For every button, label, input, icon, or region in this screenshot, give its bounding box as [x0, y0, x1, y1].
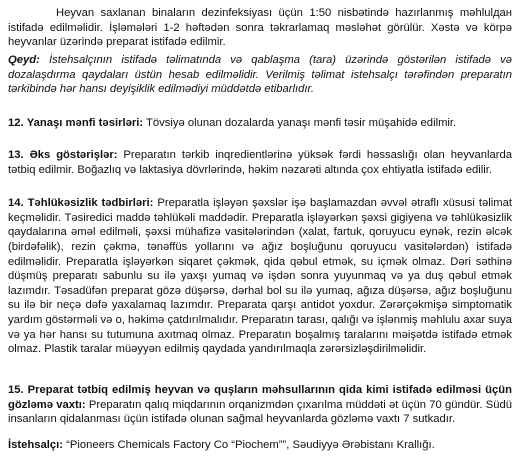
section-title: Preparat tətbiq edilmiş heyvan və quşların məhsullarının qida kimi istifadə edilməsi üçün gözləmə vaxtı:: [8, 384, 512, 411]
intro-text: Heyvan saxlanan binaların dezinfeksiyası üçün 1:50 nisbətində hazırlanmış məhlulдан istifadə edilməlidir. İşləmələri 1-2 həftədən sonra təkrarlamaq məsləhət görülür. Xəstə və körpə heyvanlar üzərində preparat istifadə edilmir.: [8, 7, 512, 49]
section-title: Əks göstərişlər:: [29, 149, 118, 161]
manufacturer-paragraph: [8, 438, 512, 453]
note-text: İstehsalçının istifadə təlimatında və qablaşma (tara) üzərində göstərilən istifadə və dozalaşdırma qaydaları üstün hesab edilməlidir. Verilmiş təlimat istehsalçı tərəfindən preparatın tərkibində hər hansı deyişiklik edilmədiyi müddətdə etibarlıdır.: [8, 54, 512, 96]
section-number: 14.: [8, 197, 24, 209]
section-text: Tövsiyə olunan dozalarda yanaşı mənfi təsir müşahidə edilmir.: [146, 117, 457, 129]
section-text: Preparatın tərkib inqredientlərinə yüksək fərdi həssaslığı olan heyvanlarda tətbiq edilmir. Boğazlıq və laktasiya dövrlərində, həkim nəzarəti altında çox ehtiyatla istifadə edilir.: [8, 149, 512, 176]
note-label: Qeyd:: [8, 54, 40, 66]
intro-paragraph: [8, 6, 512, 50]
section-text: Preparatla işləyən şəxslər işə başlamazdan əvvəl ətraflı xüsusi təlimat keçməlidir. Təsiredici maddə təhlükəli maddədir. Preparatla işləyərkən şəxsi gigiyena və təhlükəsizlik qaydalarına əməl edilməli, şəxsi mühafizə vasitələrindən (xalat, fartuk, qoruyucu eynək, rezin əlcək (birdəfəlik), rezin çəkmə, tənəffüs yollarını və ağız boşluğunu qoruyucu vasitələrdən) istifadə edilməlidir. Preparatla işləyərkən siqaret çəkmək, qida qəbul etmək, su içmək olmaz. Dəri səthinə düşmüş preparatı sabunlu su ilə yaxşı yumaq və işdən sonra yuyunmaq və ya duş qəbul etmək lazımdır. Təsadüfən preparat gözə düşərsə, dərhal bol su ilə yumaq, ağıza düşərsə, ağız boşluğunu su ilə bir neçə dəfə yaxalamaq lazımdır. Preparata qarşı antidot yoxdur. Zərərçəkmişə simptomatik yardım göstərməli və o, həkimə çatdırılmalıdır. Preparatın tarası, qalığı və işlənmiş məhlulu axar suya və ya hər hansı su tutumuna axıtmaq olmaz. Preparatın boşalmış taralarını məişətdə istifadə etmək olmaz. Plastik taralar müəyyən edilmiş qaydada yandırılmaqla zərərsizləşdirilməlidir.: [8, 197, 512, 356]
note-paragraph: [8, 53, 512, 97]
section-number: 13.: [8, 149, 24, 161]
section-number: 15.: [8, 384, 24, 396]
section-13: [8, 148, 512, 177]
section-14: [8, 196, 512, 357]
manufacturer-label: İstehsalçı:: [8, 439, 64, 451]
section-title: Təhlükəsizlik tədbirləri:: [27, 197, 154, 209]
manufacturer-text: “Pioneers Chemicals Factory Co “Piochem””, Səudiyyə Ərəbistanı Krallığı.: [66, 439, 435, 451]
section-text: Preparatın qalıq miqdarının orqanizmdən çıxarılma müddəti ət üçün 70 gündür. Südü insanların qidalanması üçün istifadə olunan sağmal heyvanlarda gözləmə vaxtı 7 sutkadır.: [8, 398, 512, 426]
section-15: [8, 383, 512, 427]
section-12: [8, 116, 512, 131]
section-title: Yanaşı mənfi təsirləri:: [26, 117, 144, 129]
section-number: 12.: [8, 117, 24, 129]
